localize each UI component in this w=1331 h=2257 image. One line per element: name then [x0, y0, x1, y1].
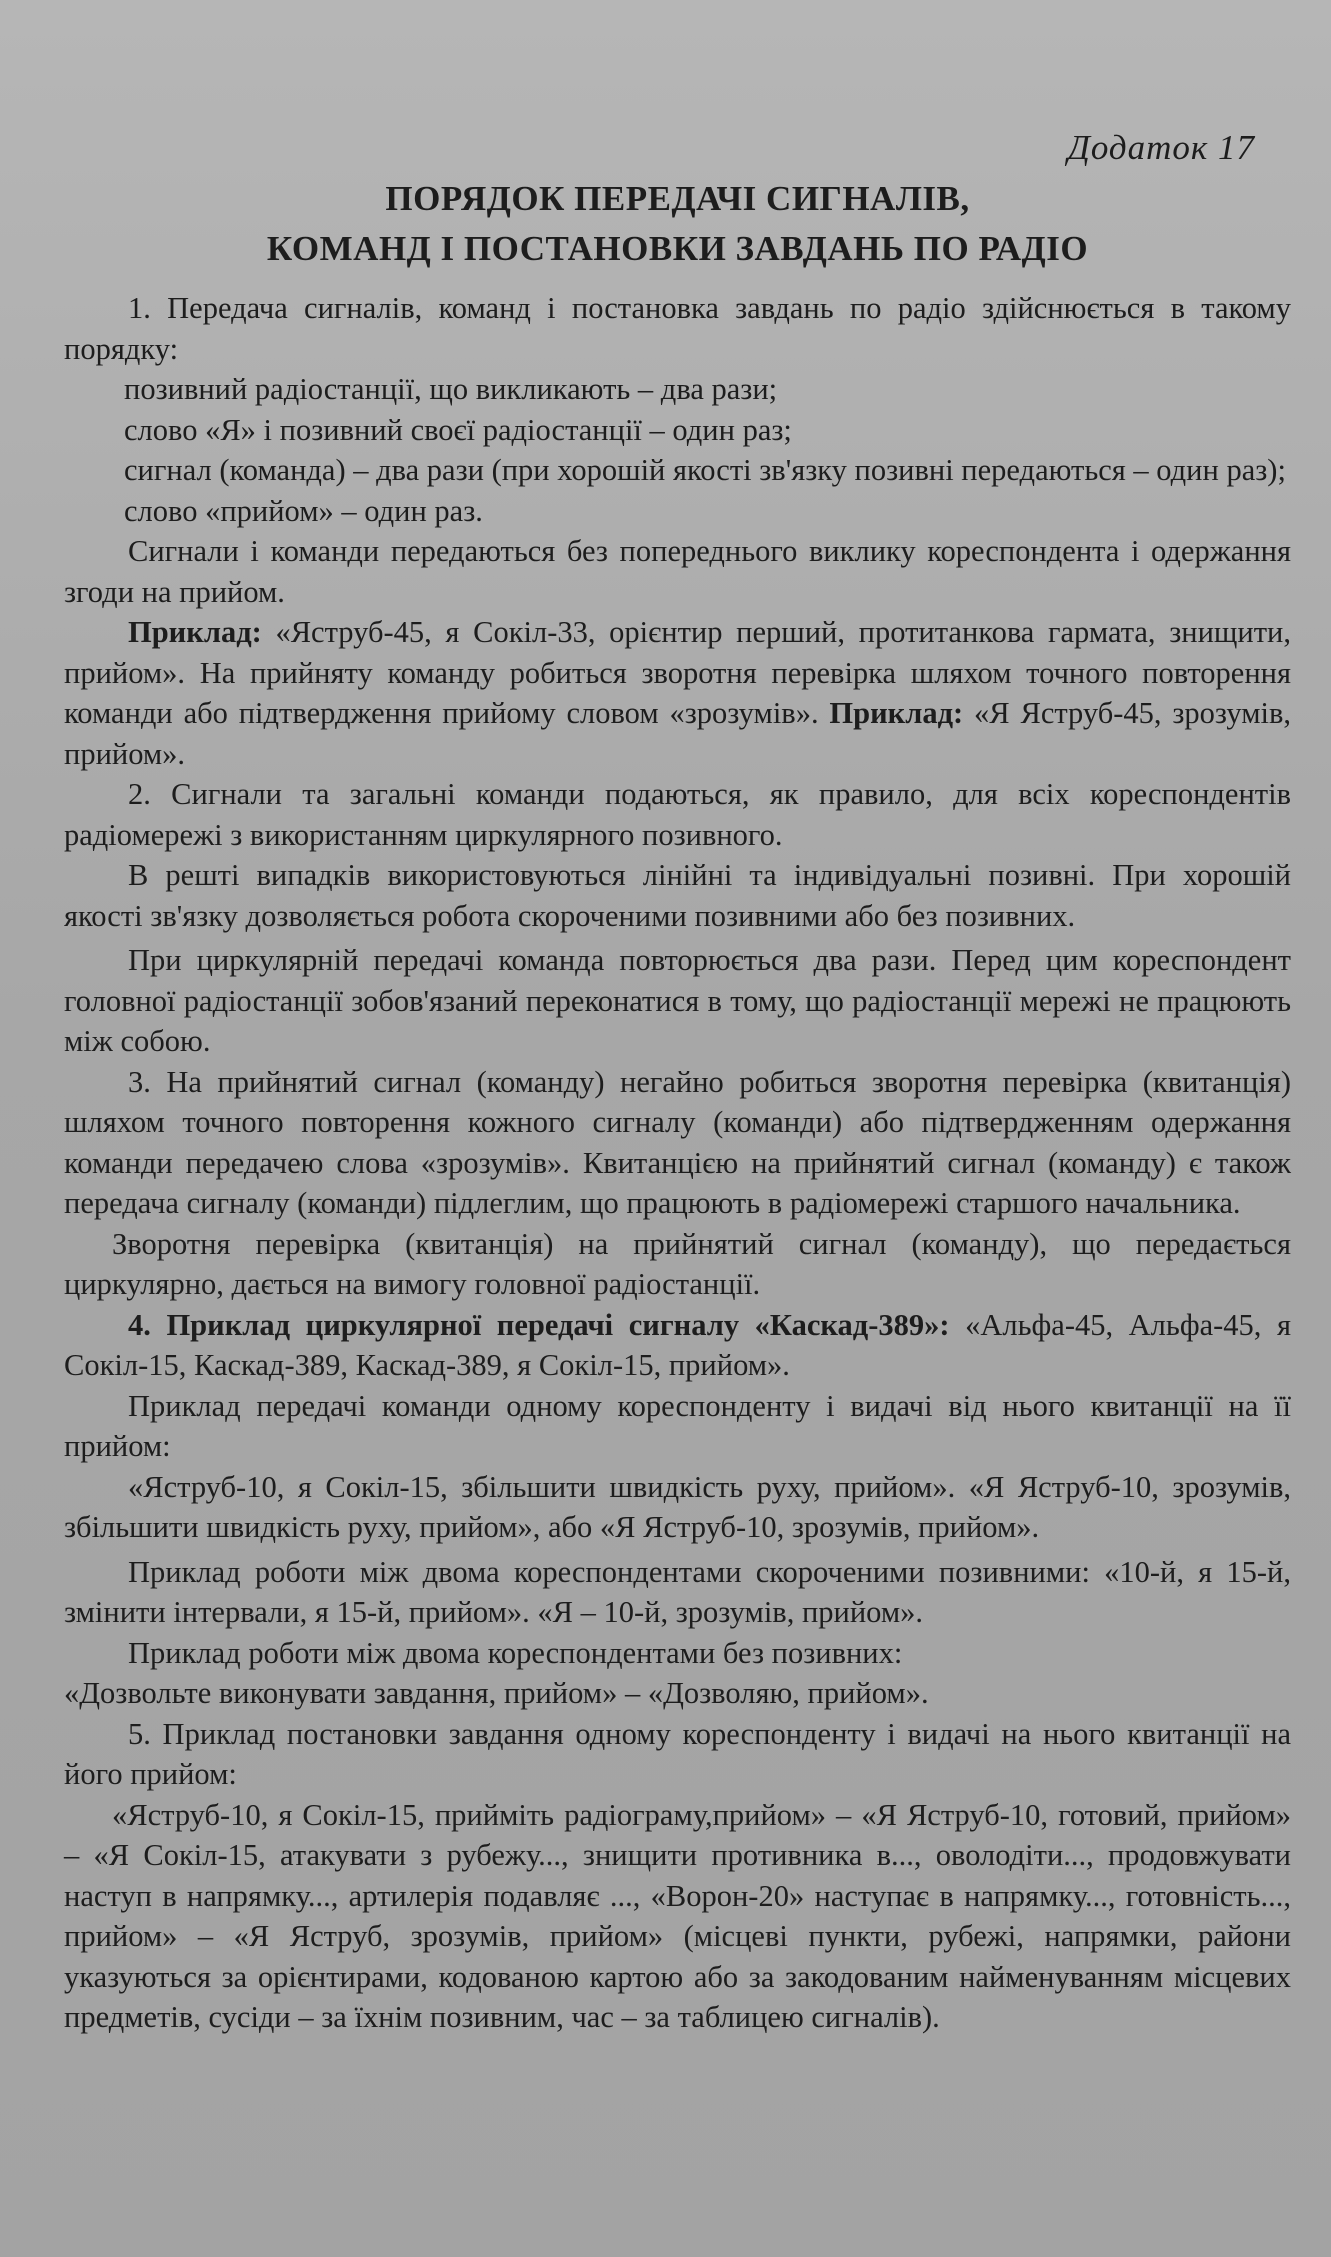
appendix-label: Додаток 17: [1067, 128, 1255, 167]
section-4-label: 4. Приклад циркулярної передачі сигналу «Каскад-389»:: [128, 1307, 950, 1342]
title-line-2: КОМАНД І ПОСТАНОВКИ ЗАВДАНЬ ПО РАДІО: [266, 229, 1089, 268]
paragraph-1: 1. Передача сигналів, команд і постановка завдань по радіо здійснюється в такому порядку:: [64, 291, 1291, 366]
list-item-signal: сигнал (команда) – два рази (при хорошій якості зв'язку позивні передаються – один раз);: [124, 453, 1286, 487]
paragraph-no-callsigns: Приклад роботи між двома кореспондентами без позивних:: [128, 1635, 903, 1670]
paragraph-reverse-check: Зворотня перевірка (квитанція) на прийнятий сигнал (команду), що передається циркулярно, дається на вимогу головної радіостанції.: [64, 1226, 1291, 1301]
title-line-1: ПОРЯДОК ПЕРЕДАЧІ СИГНАЛІВ,: [385, 179, 970, 218]
paragraph-section-2: 2. Сигнали та загальні команди подаються, як правило, для всіх кореспондентів радіомережі з використанням циркулярного позивного.: [64, 777, 1291, 852]
paragraph-section-5: 5. Приклад постановки завдання одному кореспонденту і видачі на нього квитанції на його прийом:: [64, 1716, 1291, 1791]
paragraph-circular: При циркулярній передачі команда повторюється два рази. Перед цим кореспондент головної радіостанції зобов'язаний переконатися в тому, що радіостанції мережі не працюють між собою.: [64, 943, 1291, 1058]
paragraph-command-dialog: «Яструб-10, я Сокіл-15, збільшити швидкість руху, прийом». «Я Яструб-10, зрозумів, збільшити швидкість руху, прийом», або «Я Яструб-10, зрозумів, прийом».: [64, 1469, 1291, 1544]
paragraph-command-example: Приклад передачі команди одному кореспонденту і видачі від нього квитанції на її прийом:: [64, 1388, 1291, 1463]
example-text-b: «Я Яструб-45, зрозумів, прийом».: [64, 696, 1291, 771]
paragraph-short-callsigns: Приклад роботи між двома кореспондентами скороченими позивними: «10-й, я 15-й, змінити інтервали, я 15-й, прийом». «Я – 10-й, зрозумів, прийом».: [64, 1554, 1291, 1629]
list-item-callsign: позивний радіостанції, що викликають – два рази;: [124, 372, 778, 406]
section-4-text: «Альфа-45, Альфа-45, я Сокіл-15, Каскад-389, Каскад-389, я Сокіл-15, прийом».: [64, 1307, 1291, 1382]
list-item-receive: слово «прийом» – один раз.: [124, 493, 483, 528]
example-label: Приклад:: [128, 615, 262, 649]
paragraph-task-dialog: «Яструб-10, я Сокіл-15, прийміть радіограму,прийом» – «Я Яструб-10, готовий, прийом» – «Я Сокіл-15, атакувати з рубежу..., знищити противника в..., оволодіти..., продовжувати наступ в напрямку..., артилерія подавляє ..., «Ворон-20» наступає в напрямку..., готовність..., прийом» – «Я Яструб, зрозумів, прийом» (місцеві пункти, рубежі, напрямки, райони указуються за орієнтирами, кодованою картою або за закодованим найменуванням місцевих предметів, сусіди – за їхнім позивним, час – за таблицею сигналів).: [64, 1797, 1291, 2034]
list-item-own-callsign: слово «Я» і позивний своєї радіостанції – один раз;: [124, 412, 792, 447]
paragraph-2: Сигнали і команди передаються без попереднього виклику кореспондента і одержання згоди на прийом.: [64, 534, 1291, 609]
paragraph-no-callsigns-dialog: «Дозвольте виконувати завдання, прийом» – «Дозволяю, прийом».: [64, 1676, 929, 1710]
example-text-a: «Яструб-45, я Сокіл-33, орієнтир перший, протитанкова гармата, знищити, прийом». На прийняту команду робиться зворотня перевірка шляхом точного повторення команди або підтвердження прийому словом «зрозумів».: [64, 615, 1291, 730]
paragraph-callsigns: В решті випадків використовуються лінійні та індивідуальні позивні. При хорошій якості зв'язку дозволяється робота скороченими позивними або без позивних.: [64, 858, 1291, 933]
document-title: [64, 174, 1291, 274]
paragraph-example-1: [64, 612, 1291, 774]
paragraph-section-4: [64, 1305, 1291, 1386]
paragraph-section-3: 3. На прийнятий сигнал (команду) негайно робиться зворотня перевірка (квитанція) шляхом точного повторення кожного сигналу (команди) або підтвердженням одержання команди передачею слова «зрозумів». Квитанцією на прийнятий сигнал (команду) є також передача сигналу (команди) підлеглим, що працюють в радіомережі старшого начальника.: [64, 1064, 1291, 1220]
example-label-2: Приклад:: [829, 696, 964, 730]
